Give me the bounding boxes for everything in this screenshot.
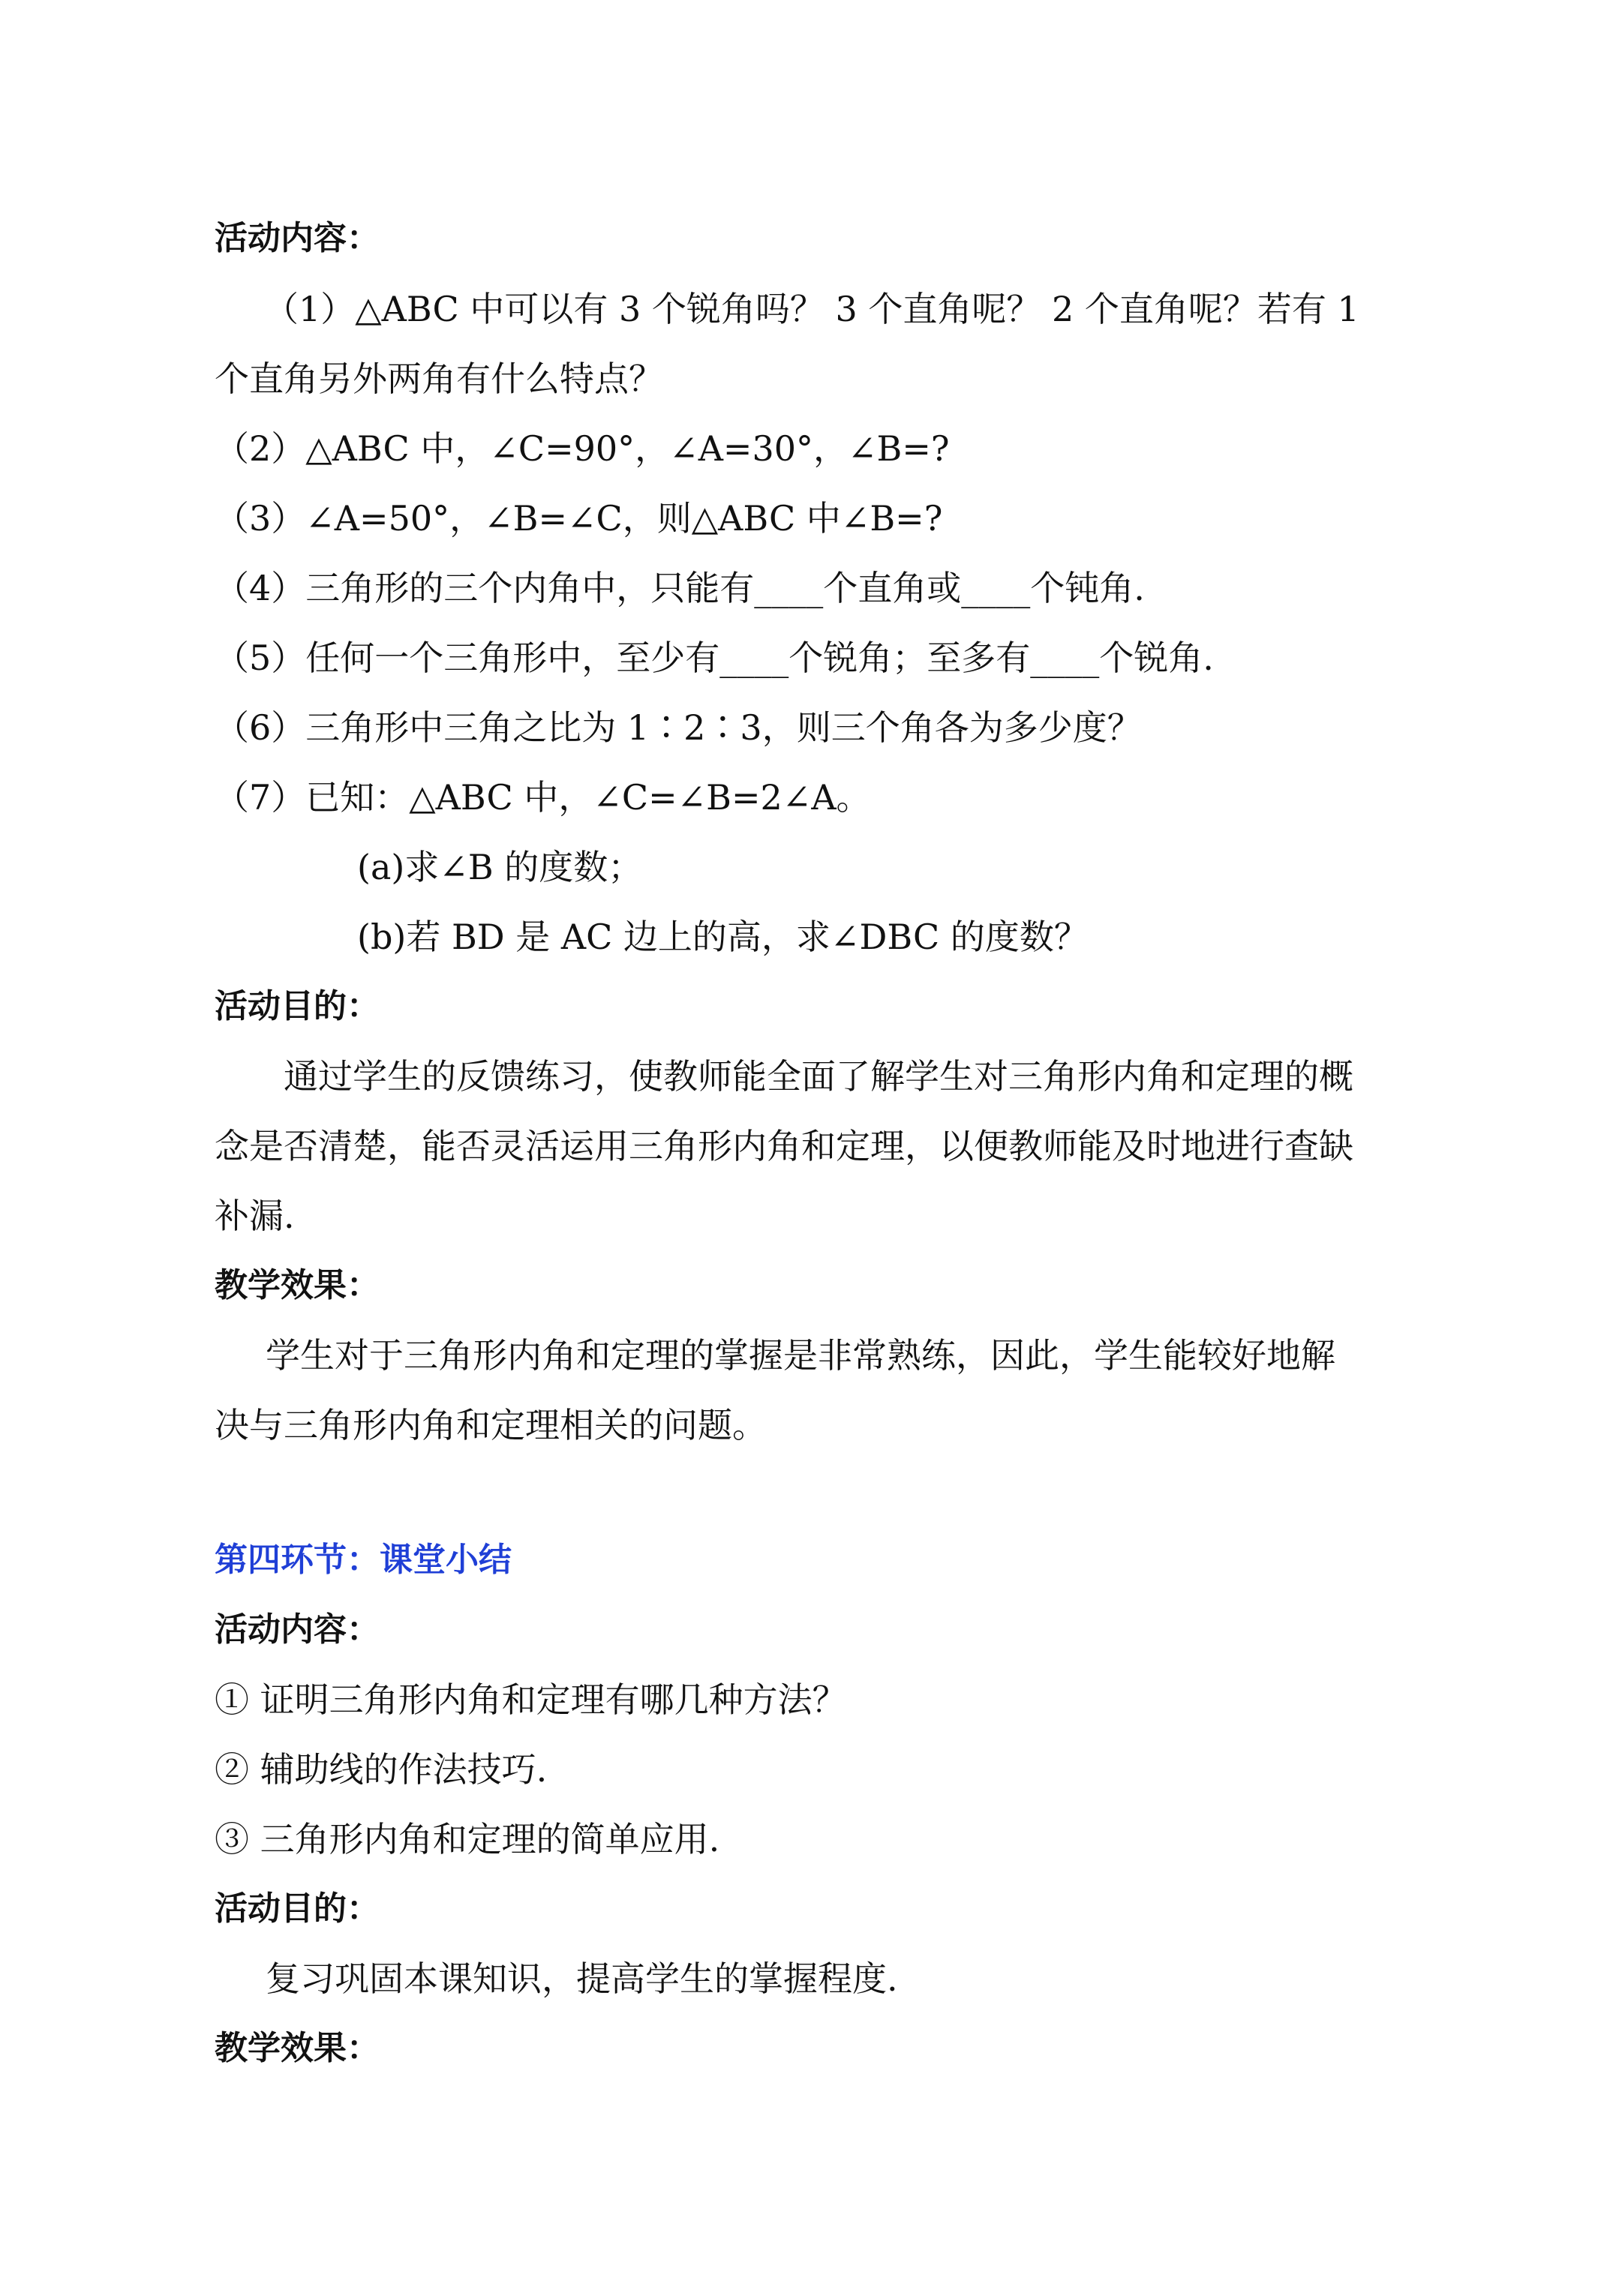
question-3: （3）∠A=50°，∠B=∠C，则△ABC 中∠B=? — [215, 498, 943, 539]
section-4-title: 第四环节：课堂小结 — [215, 1541, 512, 1579]
question-7a: (a)求∠B 的度数； — [357, 847, 643, 887]
question-2: （2）△ABC 中，∠C=90°，∠A=30°，∠B=? — [215, 428, 950, 469]
effect-line-2: 决与三角形内角和定理相关的问题。 — [215, 1405, 767, 1445]
section-4-heading-activity-goal: 活动目的： — [215, 1889, 380, 1928]
question-7b: (b)若 BD 是 AC 边上的高，求∠DBC 的度数？ — [357, 917, 1089, 957]
section-4-heading-teaching-effect: 教学效果： — [215, 2029, 380, 2067]
goal-line-2: 念是否清楚，能否灵活运用三角形内角和定理，以便教师能及时地进行查缺 — [215, 1126, 1353, 1166]
question-5: （5）任何一个三角形中，至少有____个锐角；至多有____个锐角. — [215, 638, 1214, 678]
question-1-line-2: 个直角另外两角有什么特点？ — [215, 359, 663, 399]
summary-item-1: ① 证明三角形内角和定理有哪几种方法？ — [215, 1679, 847, 1720]
effect-line-1: 学生对于三角形内角和定理的掌握是非常熟练，因此，学生能较好地解 — [266, 1335, 1335, 1376]
summary-item-2: ② 辅助线的作法技巧. — [215, 1749, 548, 1790]
summary-item-3: ③ 三角形内角和定理的简单应用. — [215, 1819, 720, 1859]
goal-line-1: 通过学生的反馈练习，使教师能全面了解学生对三角形内角和定理的概 — [284, 1056, 1353, 1097]
question-6: （6）三角形中三角之比为 1∶2∶3，则三个角各为多少度？ — [215, 707, 1142, 748]
question-4: （4）三角形的三个内角中，只能有____个直角或____个钝角. — [215, 568, 1145, 608]
heading-teaching-effect: 教学效果： — [215, 1266, 380, 1304]
section-4-heading-activity-content: 活动内容： — [215, 1610, 380, 1649]
heading-activity-goal: 活动目的： — [215, 987, 380, 1025]
question-7: （7）已知：△ABC 中，∠C=∠B=2∠A。 — [215, 777, 871, 818]
question-1-line-1: （1）△ABC 中可以有 3 个锐角吗？ 3 个直角呢？ 2 个直角呢？若有 1 — [264, 289, 1359, 329]
section-4-goal-line-1: 复习巩固本课知识，提高学生的掌握程度. — [266, 1958, 898, 1999]
heading-activity-content: 活动内容： — [215, 219, 380, 257]
goal-line-3: 补漏. — [215, 1196, 295, 1236]
